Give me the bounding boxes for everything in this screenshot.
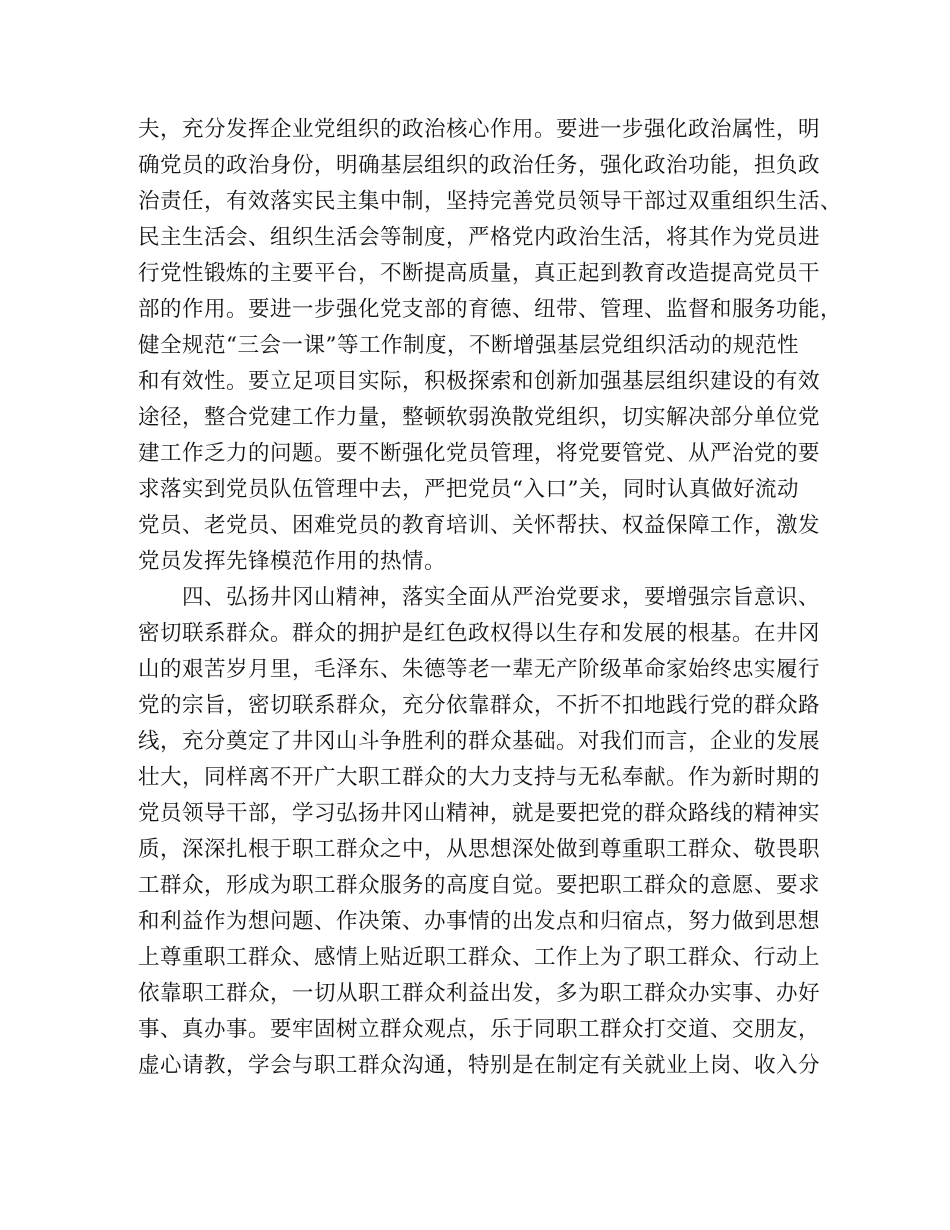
text-line: 夫，充分发挥企业党组织的政治核心作用。要进一步强化政治属性，明 — [138, 117, 821, 142]
text-line: 虚心请教，学会与职工群众沟通，特别是在制定有关就业上岗、收入分 — [138, 1053, 821, 1078]
text-line: 壮大，同样离不开广大职工群众的大力支持与无私奉献。作为新时期的 — [138, 765, 821, 790]
text-line: 行党性锻炼的主要平台，不断提高质量，真正起到教育改造提高党员干 — [138, 261, 821, 286]
text-line: 上尊重职工群众、感情上贴近职工群众、工作上为了职工群众、行动上 — [138, 945, 821, 970]
text-line: 线，充分奠定了井冈山斗争胜利的群众基础。对我们而言，企业的发展 — [138, 729, 821, 754]
text-line: 依靠职工群众，一切从职工群众利益出发，多为职工群众办实事、办好 — [138, 981, 821, 1006]
text-line: 山的艰苦岁月里，毛泽东、朱德等老一辈无产阶级革命家始终忠实履行 — [138, 657, 821, 682]
text-line: 健全规范“三会一课”等工作制度，不断增强基层党组织活动的规范性 — [138, 333, 799, 358]
text-line: 途径，整合党建工作力量，整顿软弱涣散党组织，切实解决部分单位党 — [138, 405, 821, 430]
text-line: 和利益作为想问题、作决策、办事情的出发点和归宿点，努力做到思想 — [138, 909, 821, 934]
text-line: 党员领导干部，学习弘扬井冈山精神，就是要把党的群众路线的精神实 — [138, 801, 821, 826]
text-line: 质，深深扎根于职工群众之中，从思想深处做到尊重职工群众、敬畏职 — [138, 837, 821, 862]
text-line: 和有效性。要立足项目实际，积极探索和创新加强基层组织建设的有效 — [138, 369, 821, 394]
paragraph-start-line: 四、弘扬井冈山精神，落实全面从严治党要求，要增强宗旨意识、 — [182, 585, 821, 610]
text-line: 党员、老党员、困难党员的教育培训、关怀帮扶、权益保障工作，激发 — [138, 513, 821, 538]
text-line: 党员发挥先锋模范作用的热情。 — [138, 549, 447, 574]
text-line: 事、真办事。要牢固树立群众观点，乐于同职工群众打交道、交朋友， — [138, 1017, 821, 1042]
text-line: 确党员的政治身份，明确基层组织的政治任务，强化政治功能，担负政 — [138, 153, 821, 178]
text-line: 工群众，形成为职工群众服务的高度自觉。要把职工群众的意愿、要求 — [138, 873, 821, 898]
text-line: 治责任，有效落实民主集中制，坚持完善党员领导干部过双重组织生活、 — [138, 189, 843, 214]
text-line: 求落实到党员队伍管理中去，严把党员“入口”关，同时认真做好流动 — [138, 477, 799, 502]
text-line: 部的作用。要进一步强化党支部的育德、纽带、管理、监督和服务功能， — [138, 297, 843, 322]
text-line: 党的宗旨，密切联系群众，充分依靠群众，不折不扣地践行党的群众路 — [138, 693, 821, 718]
text-line: 密切联系群众。群众的拥护是红色政权得以生存和发展的根基。在井冈 — [138, 621, 821, 646]
text-line: 民主生活会、组织生活会等制度，严格党内政治生活，将其作为党员进 — [138, 225, 821, 250]
text-line: 建工作乏力的问题。要不断强化党员管理，将党要管党、从严治党的要 — [138, 441, 821, 466]
